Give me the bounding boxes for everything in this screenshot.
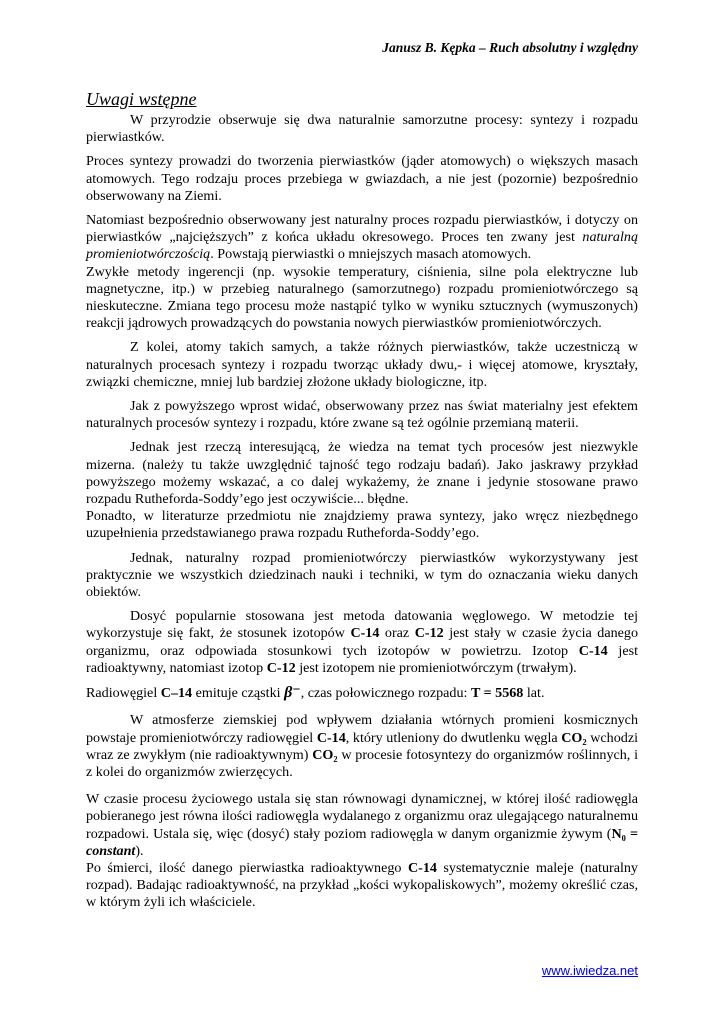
paragraph-11: Radiowęgiel C–14 emituje cząstki β⁻, czas połowicznego rozpadu: T = 5568 lat. bbox=[86, 684, 545, 702]
paragraph-14: Po śmierci, ilość danego pierwiastka radioaktywnego C-14 systematycznie maleje (naturalny rozpad). Badając radioaktywność, na przykład „kości wykopaliskowych”, możemy określić czas, w którym żyli ich właściciele. bbox=[86, 859, 638, 911]
section-title: Uwagi wstępne bbox=[86, 89, 197, 109]
paragraph-1: W przyrodzie obserwuje się dwa naturalnie samorzutne procesy: syntezy i rozpadu pierwiastków. bbox=[86, 112, 638, 146]
paragraph-10: Dosyć popularnie stosowana jest metoda datowania węglowego. W metodzie tej wykorzystuje się fakt, że stosunek izotopów C-14 oraz C-12 jest stały w czasie życia danego organizmu, oraz odpowiada stosunkowi tych izotopów w powietrzu. Izotop C-14 jest radioaktywny, natomiast izotop C-12 jest izotopem nie promieniotwórczym (trwałym). bbox=[86, 608, 638, 676]
document-body bbox=[86, 88, 638, 912]
paragraph-4: Zwykłe metody ingerencji (np. wysokie temperatury, ciśnienia, silne pola elektryczne lub magnetyczne, itp.) w przebieg naturalnego (samorzutnego) rozpadu promieniotwórczego są nieskuteczne. Zmiana tego procesu może nastąpić tylko w wyniku sztucznych (wymuszonych) reakcji jądrowych prowadzących do powstania nowych pierwiastków promieniotwórczych. bbox=[86, 263, 638, 332]
beta-symbol: β⁻ bbox=[284, 684, 301, 702]
paragraph-8: Ponadto, w literaturze przedmiotu nie znajdziemy prawa syntezy, jako wręcz niezbędnego uzupełnienia przedstawianego prawa rozpadu Rutheforda-Soddy’ego. bbox=[86, 508, 638, 542]
running-header: Janusz B. Kępka – Ruch absolutny i względny bbox=[382, 40, 638, 55]
paragraph-9: Jednak, naturalny rozpad promieniotwórczy pierwiastków wykorzystywany jest praktycznie we wszystkich dziedzinach nauki i techniki, w tym do oznaczania wieku danych obiektów. bbox=[86, 549, 638, 601]
footer-link[interactable]: www.iwiedza.net bbox=[541, 963, 638, 978]
paragraph-13: W czasie procesu życiowego ustala się stan równowagi dynamicznej, w której ilość radiowęgla pobieranego jest równa ilości radiowęgla wydalanego z organizmu oraz ulegającego naturalnemu rozpadowi. Ustala się, więc (dosyć) stały poziom radiowęgla w danym organizmie żywym (N₀ = constant). bbox=[86, 791, 638, 859]
paragraph-6: Jak z powyższego wprost widać, obserwowany przez nas świat materialny jest efektem naturalnych procesów syntezy i rozpadu, które zwane są też ogólnie przemianą materii. bbox=[86, 398, 638, 432]
paragraph-3: Natomiast bezpośrednio obserwowany jest naturalny proces rozpadu pierwiastków, i dotyczy on pierwiastków „najcięższych” z końca układu okresowego. Proces ten zwany jest naturalną promieniotwórczością. Powstają pierwiastki o mniejszych masach atomowych. bbox=[86, 212, 638, 263]
paragraph-12: W atmosferze ziemskiej pod wpływem działania wtórnych promieni kosmicznych powstaje promieniotwórczy radiowęgiel C-14, który utleniony do dwutlenku węgla CO₂ wchodzi wraz ze zwykłym (nie radioaktywnym) CO₂ w procesie fotosyntezy do organizmów roślinnych, i z kolei do organizmów zwierzęcych. bbox=[86, 712, 638, 780]
paragraph-5: Z kolei, atomy takich samych, a także różnych pierwiastków, także uczestniczą w naturalnych procesach syntezy i rozpadu tworząc układy dwu,- i więcej atomowe, kryształy, związki chemiczne, mniej lub bardziej złożone układy biologiczne, itp. bbox=[86, 339, 638, 390]
paragraph-7: Jednak jest rzeczą interesującą, że wiedza na temat tych procesów jest niezwykle mizerna. (należy tu także uwzględnić tajność tego rodzaju badań). Jako jaskrawy przykład powyższego możemy wskazać, a co dalej wykażemy, że znane i jedynie stosowane prawo rozpadu Rutheforda-Soddy’ego jest oczywiście... błędne. bbox=[86, 439, 638, 508]
emphasis-term: naturalną promieniotwórczością bbox=[86, 229, 638, 263]
paragraph-2: Proces syntezy prowadzi do tworzenia pierwiastków (jąder atomowych) o większych masach atomowych. Tego rodzaju proces przebiega w gwiazdach, a nie jest (pozornie) bezpośrednio obserwowany na Ziemi. bbox=[86, 153, 638, 204]
